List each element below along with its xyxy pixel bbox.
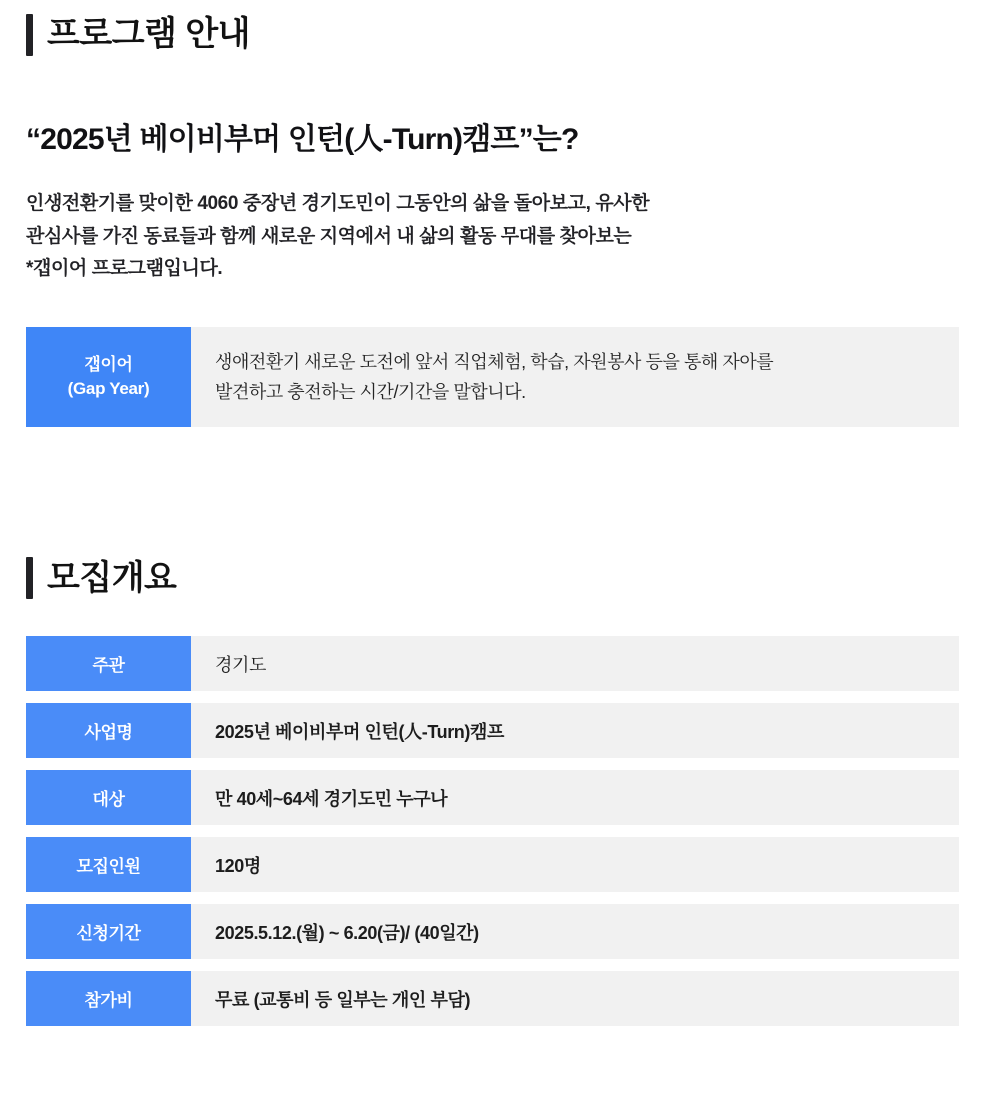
program-description-line-3: *갭이어 프로그램입니다.: [26, 258, 223, 280]
table-row: [26, 971, 959, 1026]
program-description-line-1: 인생전환기를 맞이한 4060 중장년 경기도민이 그동안의 삶을 돌아보고, 유사한: [26, 193, 650, 214]
gap-year-callout: [26, 327, 959, 427]
row-label: 신청기간: [26, 904, 191, 959]
recruitment-table: [26, 636, 959, 1026]
gap-year-term: [26, 327, 191, 427]
program-description-line-2: 관심사를 가진 동료들과 함께 새로운 지역에서 내 삶의 활동 무대를 찾아보는: [26, 225, 632, 247]
row-label: 사업명: [26, 703, 191, 758]
row-value: 경기도: [191, 636, 959, 691]
row-value: 120명: [191, 837, 959, 892]
table-row: [26, 636, 959, 691]
page-title: 프로그램 안내: [47, 15, 251, 54]
row-value: 2025년 베이비부머 인턴(人-Turn)캠프: [191, 703, 959, 758]
gap-year-definition-line-2: 발견하고 충전하는 시간/기간을 말합니다.: [215, 382, 526, 403]
row-value: 만 40세~64세 경기도민 누구나: [191, 770, 959, 825]
row-label: 주관: [26, 636, 191, 691]
section-heading-program-guide: [26, 14, 959, 56]
table-row: [26, 770, 959, 825]
row-label: 참가비: [26, 971, 191, 1026]
table-row: [26, 703, 959, 758]
gap-year-definition: [191, 327, 959, 427]
gap-year-term-en: (Gap Year): [67, 379, 150, 399]
section-spacer: [26, 427, 959, 557]
gap-year-term-ko: 갭이어: [84, 355, 133, 375]
program-description: [26, 188, 959, 286]
gap-year-definition-line-1: 생애전환기 새로운 도전에 앞서 직업체험, 학습, 자원봉사 등을 통해 자아를: [215, 352, 774, 373]
table-row: [26, 904, 959, 959]
table-row: [26, 837, 959, 892]
heading-accent-bar: [26, 557, 33, 599]
row-value: 2025.5.12.(월) ~ 6.20(금)/ (40일간): [191, 904, 959, 959]
program-subtitle: “2025년 베이비부머 인턴(人-Turn)캠프”는?: [26, 123, 579, 156]
heading-accent-bar: [26, 14, 33, 56]
recruitment-title: 모집개요: [47, 558, 177, 597]
row-value: 무료 (교통비 등 일부는 개인 부담): [191, 971, 959, 1026]
row-label: 모집인원: [26, 837, 191, 892]
row-label: 대상: [26, 770, 191, 825]
section-heading-recruitment: [26, 557, 959, 599]
